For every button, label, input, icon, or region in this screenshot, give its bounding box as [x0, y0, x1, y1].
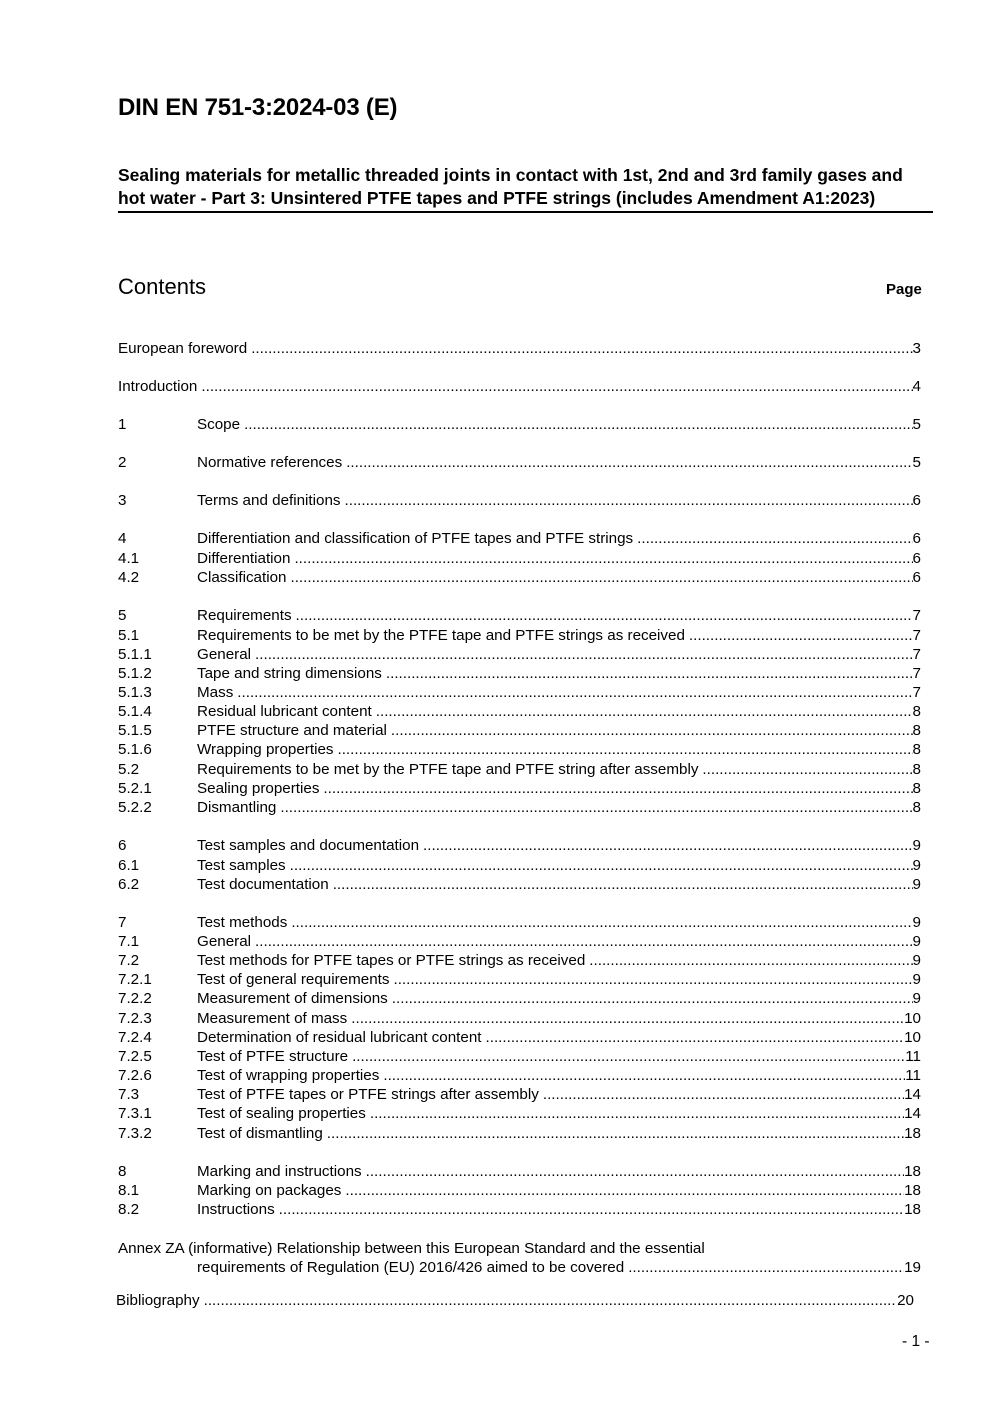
toc-entry[interactable]: [118, 1028, 921, 1047]
toc-entry[interactable]: [118, 1181, 921, 1200]
toc-entry-page: 7: [912, 665, 921, 682]
toc-entry-number: 5.1.4: [118, 703, 152, 720]
toc-entry-number: 5.1.6: [118, 741, 152, 758]
toc-entry-title: Determination of residual lubricant content: [197, 1029, 482, 1046]
toc-entry-title: Introduction: [118, 378, 198, 395]
dot-leader: [386, 664, 913, 683]
toc-entry-page: 8: [912, 741, 921, 758]
toc-entry-title: Measurement of dimensions: [197, 990, 388, 1007]
dot-leader: [543, 1085, 904, 1104]
toc-entry-number: 8.2: [118, 1201, 140, 1218]
toc-entry-page: 8: [912, 799, 921, 816]
toc-entry-number: 5: [118, 607, 127, 624]
dot-leader: [291, 913, 912, 932]
toc-entry-title: Classification: [197, 569, 287, 586]
dot-leader: [290, 856, 913, 875]
document-title: Sealing materials for metallic threaded joints in contact with 1st, 2nd and 3rd family gases and hot water - Part 3: Unsintered PTFE tapes and PTFE strings (includes Amendment A1:2023): [118, 164, 933, 213]
toc-entry-page: 6: [912, 550, 921, 567]
toc-entry[interactable]: [118, 415, 921, 434]
toc-entry-title: General: [197, 646, 252, 663]
toc-entry-number: 7.2.2: [118, 990, 152, 1007]
toc-entry-title: Normative references: [197, 454, 343, 471]
dot-leader: [255, 932, 913, 951]
toc-entry-number: 5.2.1: [118, 780, 152, 797]
dot-leader: [366, 1162, 904, 1181]
toc-entry-title: Annex ZA (informative) Relationship between this European Standard and the essential: [118, 1240, 705, 1257]
toc-entry-title: Test methods: [197, 914, 288, 931]
toc-entry[interactable]: [118, 951, 921, 970]
toc-entry-page: 9: [912, 914, 921, 931]
toc-entry[interactable]: [118, 798, 921, 817]
toc-entry-bibliography[interactable]: [116, 1291, 914, 1310]
toc-entry-title: Test samples and documentation: [197, 837, 420, 854]
toc-entry-number: 7.2.5: [118, 1048, 152, 1065]
dot-leader: [201, 377, 912, 396]
toc-entry-number: 5.1.1: [118, 646, 152, 663]
toc-entry-title: Differentiation: [197, 550, 291, 567]
toc-entry-number: 7.2.3: [118, 1010, 152, 1027]
toc-entry[interactable]: [118, 836, 921, 855]
toc-entry[interactable]: [118, 529, 921, 548]
toc-entry-number: 7.3.1: [118, 1105, 152, 1122]
toc-entry-page: 11: [905, 1048, 921, 1065]
toc-entry[interactable]: [118, 1104, 921, 1123]
toc-entry[interactable]: [118, 989, 921, 1008]
toc-entry-title: Wrapping properties: [197, 741, 334, 758]
toc-entry-number: 5.1.2: [118, 665, 152, 682]
toc-entry-number: 5.1.3: [118, 684, 152, 701]
dot-leader: [392, 989, 913, 1008]
document-id: DIN EN 751-3:2024-03 (E): [118, 94, 398, 121]
toc-entry-number: 8: [118, 1163, 127, 1180]
dot-leader: [327, 1124, 904, 1143]
toc-entry-page: 9: [912, 933, 921, 950]
toc-entry-title: Test samples: [197, 857, 286, 874]
toc-entry[interactable]: [118, 1124, 921, 1143]
dot-leader: [383, 1066, 905, 1085]
toc-entry-title: Sealing properties: [197, 780, 320, 797]
toc-entry[interactable]: [118, 664, 921, 683]
toc-entry-title: Mass: [197, 684, 234, 701]
toc-entry-number: 7.1: [118, 933, 140, 950]
toc-entry-page: 18: [904, 1163, 921, 1180]
toc-entry-title: Requirements to be met by the PTFE tape and PTFE strings as received: [197, 627, 685, 644]
toc-entry-title: Test of PTFE tapes or PTFE strings after assembly: [197, 1086, 539, 1103]
toc-entry-number: 4: [118, 530, 127, 547]
toc-entry-number: 6.2: [118, 876, 140, 893]
toc-entry-title: Test of PTFE structure: [197, 1048, 349, 1065]
dot-leader: [351, 1009, 904, 1028]
toc-entry-title: Test documentation: [197, 876, 329, 893]
dot-leader: [589, 951, 912, 970]
toc-entry[interactable]: [118, 913, 921, 932]
toc-entry-number: 7.3.2: [118, 1125, 152, 1142]
toc-entry-number: 7.2.4: [118, 1029, 152, 1046]
toc-entry-number: 5.1.5: [118, 722, 152, 739]
toc-entry-title: European foreword: [118, 340, 248, 357]
contents-heading: Contents: [118, 274, 207, 299]
dot-leader: [280, 798, 912, 817]
toc-entry[interactable]: [118, 1085, 921, 1104]
toc-entry-number: 6: [118, 837, 127, 854]
toc-entry-page: 9: [912, 837, 921, 854]
dot-leader: [244, 415, 912, 434]
toc-entry-page: 9: [912, 857, 921, 874]
toc-entry-number: 7.2.6: [118, 1067, 152, 1084]
toc-entry-title: Tape and string dimensions: [197, 665, 382, 682]
toc-entry-page: 8: [912, 722, 921, 739]
toc-entry-title: requirements of Regulation (EU) 2016/426 aimed to be covered: [197, 1259, 625, 1276]
toc-entry-number: 4.1: [118, 550, 140, 567]
toc-entry-page: 4: [912, 378, 921, 395]
dot-leader: [423, 836, 913, 855]
toc-entry-title: Terms and definitions: [197, 492, 341, 509]
dot-leader: [237, 683, 912, 702]
dot-leader: [486, 1028, 905, 1047]
toc-entry-title: Dismantling: [197, 799, 277, 816]
toc-entry-page: 14: [904, 1086, 921, 1103]
toc-entry-number: 7: [118, 914, 127, 931]
toc-entry-number: 2: [118, 454, 127, 471]
toc-entry-page: 9: [912, 876, 921, 893]
toc-entry-number: 1: [118, 416, 127, 433]
dot-leader: [296, 606, 913, 625]
toc-entry-page: 10: [904, 1029, 921, 1046]
toc-entry-title: Requirements to be met by the PTFE tape and PTFE string after assembly: [197, 761, 699, 778]
toc-entry-title: Scope: [197, 416, 241, 433]
dot-leader: [337, 740, 912, 759]
toc-entry-page: 8: [912, 703, 921, 720]
toc-entry-title: Requirements: [197, 607, 292, 624]
toc-entry-page: 20: [897, 1292, 914, 1309]
dot-leader: [279, 1200, 904, 1219]
toc-entry[interactable]: [118, 760, 921, 779]
toc-entry-page: 18: [904, 1182, 921, 1199]
dot-leader: [333, 875, 913, 894]
dot-leader: [637, 529, 912, 548]
toc-entry-page: 5: [912, 416, 921, 433]
toc-entry[interactable]: [118, 549, 921, 568]
toc-entry-page: 18: [904, 1201, 921, 1218]
dot-leader: [251, 339, 912, 358]
toc-entry-page: 9: [912, 952, 921, 969]
toc-entry[interactable]: [118, 932, 921, 951]
toc-entry-page: 9: [912, 971, 921, 988]
toc-entry[interactable]: [118, 1162, 921, 1181]
toc-entry-number: 5.2.2: [118, 799, 152, 816]
table-of-contents: [118, 0, 921, 1403]
dot-leader: [628, 1258, 904, 1277]
toc-entry-page: 18: [904, 1125, 921, 1142]
toc-entry[interactable]: [118, 1047, 921, 1066]
toc-entry[interactable]: [118, 1200, 921, 1219]
toc-entry-title: Residual lubricant content: [197, 703, 372, 720]
toc-entry-page: 10: [904, 1010, 921, 1027]
toc-entry-title: Marking on packages: [197, 1182, 342, 1199]
toc-entry-number: 7.2.1: [118, 971, 152, 988]
toc-entry-number: 3: [118, 492, 127, 509]
toc-entry-page: 14: [904, 1105, 921, 1122]
toc-entry-title: Test of wrapping properties: [197, 1067, 380, 1084]
toc-entry-number: 8.1: [118, 1182, 140, 1199]
dot-leader: [345, 1181, 904, 1200]
dot-leader: [294, 549, 912, 568]
toc-entry-number: 4.2: [118, 569, 140, 586]
toc-entry-title: Test methods for PTFE tapes or PTFE strings as received: [197, 952, 586, 969]
toc-entry-page: 19: [904, 1259, 921, 1276]
toc-entry-page: 7: [912, 627, 921, 644]
toc-entry-number: 5.1: [118, 627, 140, 644]
toc-entry-annex-continued[interactable]: [118, 1258, 921, 1277]
toc-entry-title: Bibliography: [116, 1292, 200, 1309]
dot-leader: [689, 626, 913, 645]
toc-entry[interactable]: [118, 970, 921, 989]
toc-entry-page: 7: [912, 646, 921, 663]
toc-entry[interactable]: [118, 740, 921, 759]
toc-entry-title: Marking and instructions: [197, 1163, 362, 1180]
toc-entry[interactable]: [118, 453, 921, 472]
toc-entry-page: 7: [912, 607, 921, 624]
toc-entry-title: PTFE structure and material: [197, 722, 387, 739]
dot-leader: [370, 1104, 904, 1123]
dot-leader: [393, 970, 912, 989]
toc-entry[interactable]: [118, 645, 921, 664]
toc-entry-title: Differentiation and classification of PTFE tapes and PTFE strings: [197, 530, 634, 547]
toc-entry[interactable]: [118, 606, 921, 625]
dot-leader: [290, 568, 912, 587]
dot-leader: [346, 453, 912, 472]
dot-leader: [255, 645, 913, 664]
toc-entry-title: Instructions: [197, 1201, 275, 1218]
toc-entry-number: 7.2: [118, 952, 140, 969]
toc-entry-page: 5: [912, 454, 921, 471]
toc-entry-page: 11: [905, 1067, 921, 1084]
toc-entry-title: Test of sealing properties: [197, 1105, 366, 1122]
toc-entry-page: 8: [912, 780, 921, 797]
toc-entry-title: Measurement of mass: [197, 1010, 348, 1027]
toc-entry[interactable]: [118, 721, 921, 740]
toc-entry-page: 8: [912, 761, 921, 778]
toc-entry[interactable]: [118, 779, 921, 798]
toc-entry[interactable]: [118, 568, 921, 587]
toc-entry-title: Test of general requirements: [197, 971, 390, 988]
toc-entry[interactable]: [118, 491, 921, 510]
toc-entry-number: 5.2: [118, 761, 140, 778]
dot-leader: [376, 702, 913, 721]
page-number: - 1 -: [902, 1333, 930, 1350]
toc-entry[interactable]: [118, 1009, 921, 1028]
toc-entry[interactable]: [118, 377, 921, 396]
toc-entry[interactable]: [118, 875, 921, 894]
toc-entry-title: General: [197, 933, 252, 950]
toc-entry-title: Test of dismantling: [197, 1125, 323, 1142]
toc-entry[interactable]: [118, 339, 921, 358]
toc-entry-page: 6: [912, 492, 921, 509]
toc-entry-page: 6: [912, 530, 921, 547]
dot-leader: [204, 1291, 898, 1310]
page-column-heading: Page: [886, 281, 922, 298]
toc-entry-page: 6: [912, 569, 921, 586]
toc-entry-number: 7.3: [118, 1086, 140, 1103]
toc-entry-number: 6.1: [118, 857, 140, 874]
dot-leader: [352, 1047, 905, 1066]
toc-entry-annex[interactable]: [118, 1239, 921, 1258]
toc-entry-page: 7: [912, 684, 921, 701]
dot-leader: [702, 760, 912, 779]
toc-entry-page: 3: [912, 340, 921, 357]
dot-leader: [323, 779, 912, 798]
toc-entry[interactable]: [118, 626, 921, 645]
toc-entry[interactable]: [118, 683, 921, 702]
dot-leader: [391, 721, 913, 740]
toc-entry[interactable]: [118, 856, 921, 875]
dot-leader: [345, 491, 913, 510]
toc-entry[interactable]: [118, 1066, 921, 1085]
toc-entry[interactable]: [118, 702, 921, 721]
toc-entry-page: 9: [912, 990, 921, 1007]
